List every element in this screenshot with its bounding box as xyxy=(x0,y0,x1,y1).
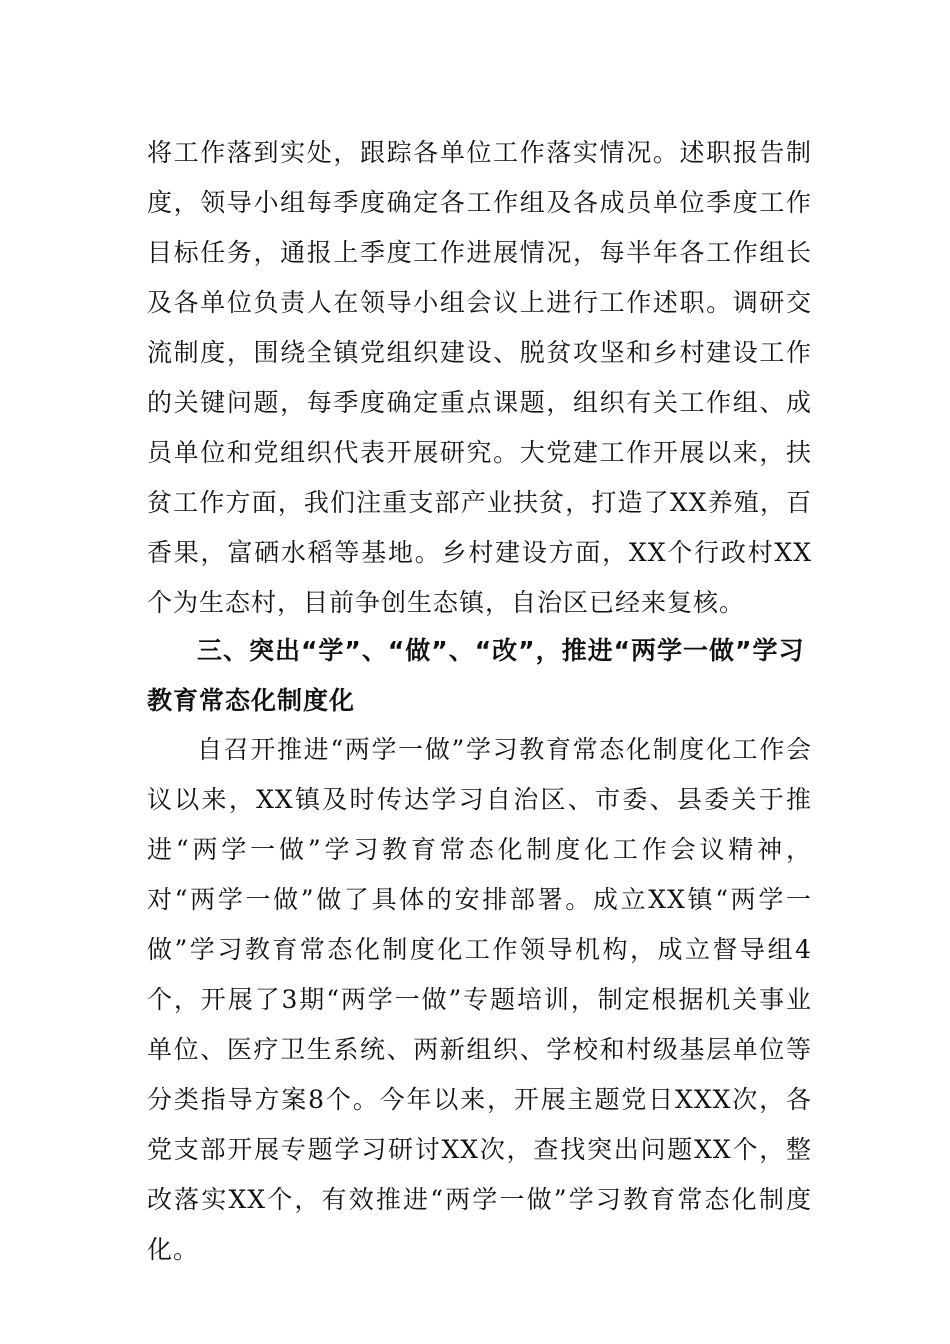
body-paragraph-2: 自召开推进“两学一做”学习教育常态化制度化工作会议以来，XX镇及时传达学习自治区、市委、县委关于推进“两学一做”学习教育常态化制度化工作会议精神，对“两学一做”做了具体的安排部署。成立XX镇“两学一做”学习教育常态化制度化工作领导机构，成立督导组4个，开展了3期“两学一做”专题培训，制定根据机关事业单位、医疗卫生系统、两新组织、学校和村级基层单位等分类指导方案8个。今年以来，开展主题党日XXX次，各党支部开展专题学习研讨XX次，查找突出问题XX个，整改落实XX个，有效推进“两学一做”学习教育常态化制度化。 xyxy=(147,735,812,1264)
section-heading: 三、突出“学”、“做”、“改”，推进“两学一做”学习教育常态化制度化 xyxy=(147,636,805,715)
body-paragraph-1: 将工作落到实处，跟踪各单位工作落实情况。述职报告制度，领导小组每季度确定各工作组及各成员单位季度工作目标任务，通报上季度工作进展情况，每半年各工作组长及各单位负责人在领导小组会议上进行工作述职。调研交流制度，围绕全镇党组织建设、脱贫攻坚和乡村建设工作的关键问题，每季度确定重点课题，组织有关工作组、成员单位和党组织代表开展研究。大党建工作开展以来，扶贫工作方面，我们注重支部产业扶贫，打造了XX养殖，百香果，富硒水稻等基地。乡村建设方面，XX个行政村XX个为生态村，目前争创生态镇，自治区已经来复核。 xyxy=(147,138,812,617)
